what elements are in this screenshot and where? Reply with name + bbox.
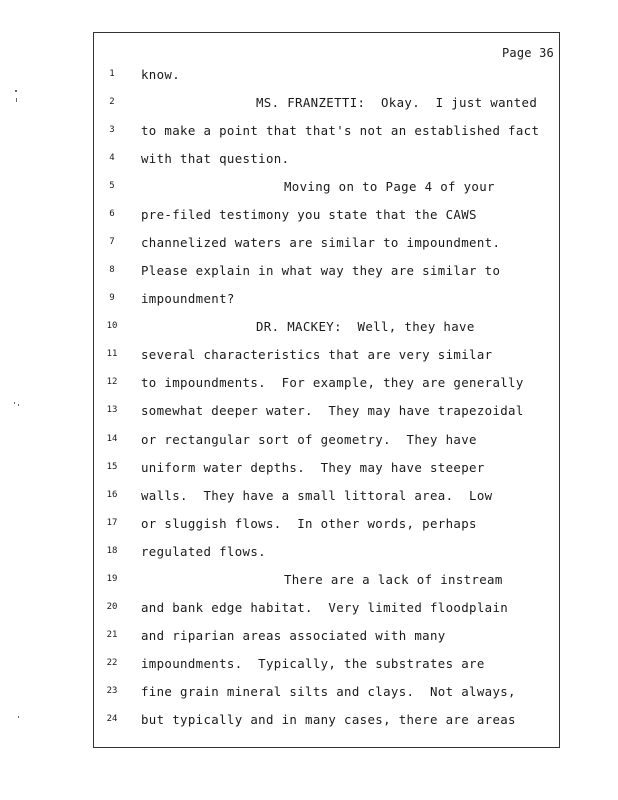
transcript-line xyxy=(0,460,618,476)
line-number: 22 xyxy=(106,657,118,668)
line-number: 14 xyxy=(106,433,118,444)
line-text: to make a point that that's not an established fact xyxy=(141,123,540,139)
line-text: know. xyxy=(141,67,181,82)
transcript-line xyxy=(0,207,618,223)
line-number: 12 xyxy=(106,377,118,388)
line-text: uniform water depths. They may have steeper xyxy=(141,459,485,475)
line-text: and bank edge habitat. Very limited floodplain xyxy=(141,599,509,615)
line-text: with that question. xyxy=(141,151,290,167)
line-text: or rectangular sort of geometry. They have xyxy=(141,431,477,447)
scan-speck xyxy=(18,404,19,406)
line-number: 19 xyxy=(106,573,118,584)
line-text: channelized waters are similar to impoundment. xyxy=(141,235,501,251)
transcript-line xyxy=(0,403,618,419)
line-number: 18 xyxy=(106,545,118,556)
transcript-line xyxy=(0,656,618,672)
line-number: 1 xyxy=(109,69,115,79)
transcript-line xyxy=(0,516,618,532)
transcript-line xyxy=(0,67,618,83)
line-text: walls. They have a small littoral area. Low xyxy=(141,487,493,503)
line-text: to impoundments. For example, they are generally xyxy=(141,375,524,391)
transcript-line xyxy=(0,291,618,307)
line-number: 9 xyxy=(109,293,115,304)
scan-speck xyxy=(14,402,15,404)
scan-speck xyxy=(16,98,17,102)
transcript-line xyxy=(0,319,618,335)
line-text: DR. MACKEY: Well, they have xyxy=(256,319,475,335)
line-number: 13 xyxy=(106,405,118,416)
transcript-line xyxy=(0,572,618,588)
transcript-line xyxy=(0,488,618,504)
line-text: Please explain in what way they are similar to xyxy=(141,263,501,279)
scan-speck xyxy=(15,90,17,92)
line-text: and riparian areas associated with many xyxy=(141,627,446,643)
transcript-line xyxy=(0,375,618,391)
line-text: pre-filed testimony you state that the CAWS xyxy=(141,207,477,223)
line-number: 15 xyxy=(106,461,118,472)
line-text: There are a lack of instream xyxy=(284,571,503,587)
transcript-line xyxy=(0,235,618,251)
transcript-line xyxy=(0,123,618,139)
transcript-line xyxy=(0,544,618,560)
transcript-line xyxy=(0,151,618,167)
line-text: fine grain mineral silts and clays. Not always, xyxy=(141,683,516,699)
line-text: impoundment? xyxy=(141,291,235,307)
line-number: 20 xyxy=(106,601,118,612)
line-number: 6 xyxy=(109,209,115,220)
line-number: 4 xyxy=(109,153,115,164)
line-number: 16 xyxy=(106,489,118,500)
line-text: MS. FRANZETTI: Okay. I just wanted xyxy=(256,95,538,111)
line-text: impoundments. Typically, the substrates are xyxy=(141,655,485,671)
line-number: 5 xyxy=(109,181,115,192)
line-number: 24 xyxy=(106,713,118,724)
transcript-line xyxy=(0,600,618,616)
transcript-line xyxy=(0,263,618,279)
scan-speck xyxy=(18,716,19,718)
transcript-line xyxy=(0,432,618,448)
line-text: somewhat deeper water. They may have trapezoidal xyxy=(141,403,524,419)
line-text: but typically and in many cases, there are areas xyxy=(141,711,516,727)
transcript-line xyxy=(0,179,618,195)
transcript-line xyxy=(0,95,618,111)
line-text: several characteristics that are very similar xyxy=(141,347,493,363)
line-text: or sluggish flows. In other words, perhaps xyxy=(141,515,477,531)
line-number: 11 xyxy=(106,349,118,360)
line-number: 2 xyxy=(109,97,115,108)
line-number: 21 xyxy=(106,629,118,640)
line-text: regulated flows. xyxy=(141,543,266,559)
line-number: 17 xyxy=(106,517,118,528)
page-number: Page 36 xyxy=(502,46,554,60)
line-number: 10 xyxy=(106,321,118,332)
transcript-line xyxy=(0,684,618,700)
transcript-line xyxy=(0,712,618,728)
line-number: 3 xyxy=(109,125,115,136)
line-number: 23 xyxy=(106,685,118,696)
transcript-line xyxy=(0,628,618,644)
line-number: 7 xyxy=(109,237,115,248)
line-text: Moving on to Page 4 of your xyxy=(284,179,495,195)
line-number: 8 xyxy=(109,265,115,276)
transcript-line xyxy=(0,347,618,363)
